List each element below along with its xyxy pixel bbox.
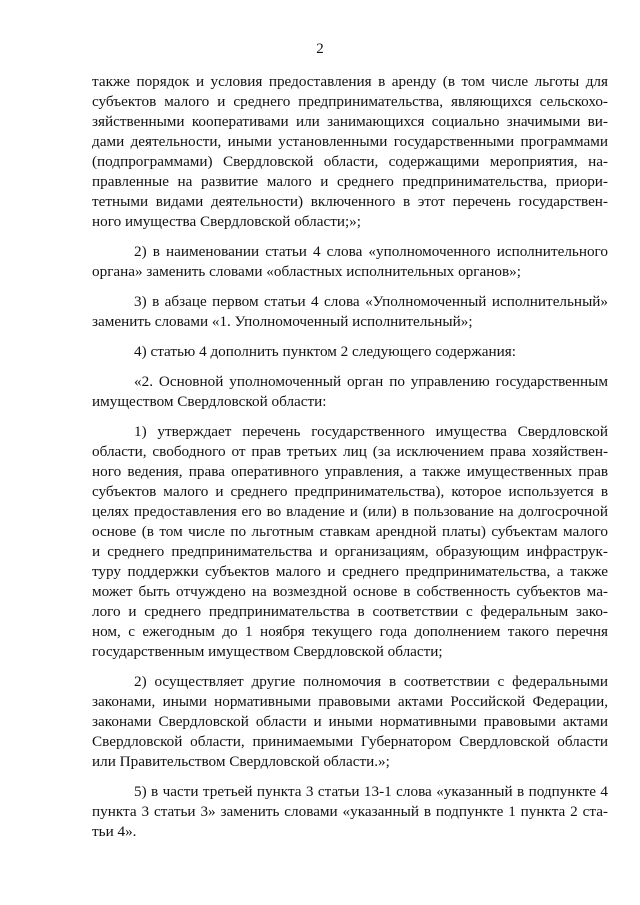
text-line: органа» заменить словами «областных исполнительных органов»; [92,263,521,280]
paragraph-gap [92,662,608,672]
text-line: пункта 3 статьи 3» заменить словами «указанный в подпункте 1 пункта 2 ста- [92,803,608,820]
text-line: ного ведения, права оперативного управления, а также имущественных прав [92,463,608,480]
text-line: области, свободного от прав третьих лиц (за исключением права хозяйствен- [92,443,608,460]
text-line: имуществом Свердловской области: [92,393,327,410]
paragraph [92,292,608,332]
text-line: и среднего предпринимательства и организациям, образующим инфраструк- [92,543,608,560]
paragraph [92,372,608,412]
text-line: законами Свердловской области и иными нормативными правовыми актами [92,713,608,730]
text-line: целях предоставления его во владение и (или) в пользование на долгосрочной [92,503,608,520]
text-line: 4) статью 4 дополнить пунктом 2 следующего содержания: [134,343,516,360]
text-line: также порядок и условия предоставления в аренду (в том числе льготы для [92,73,608,90]
paragraph-gap [92,232,608,242]
paragraph [92,242,608,282]
text-line: ного имущества Свердловской области;»; [92,213,361,230]
text-line: субъектов малого и среднего предпринимательства, являющихся сельскохо- [92,93,608,110]
text-line: государственным имуществом Свердловской области; [92,643,443,660]
text-line: тетными видами деятельности) включенного в этот перечень государствен- [92,193,608,210]
paragraph-gap [92,332,608,342]
paragraph-gap [92,412,608,422]
text-line: туру поддержки субъектов малого и среднего предпринимательства, а также [92,563,608,580]
text-line: лого и среднего предпринимательства в соответствии с федеральным зако- [92,603,608,620]
paragraph [92,422,608,662]
text-line: может быть отчуждено на возмездной основе в собственность субъектов ма- [92,583,608,600]
text-line: 3) в абзаце первом статьи 4 слова «Уполномоченный исполнительный» [134,293,608,310]
text-line: (подпрограммами) Свердловской области, содержащими мероприятия, на- [92,153,608,170]
text-line: тьи 4». [92,823,137,840]
text-line: основе (в том числе по льготным ставкам арендной платы) субъектам малого [92,523,608,540]
paragraph [92,72,608,232]
text-line: ном, с ежегодным до 1 ноября текущего года дополнением такого перечня [92,623,608,640]
paragraph [92,342,608,362]
text-line: 2) в наименовании статьи 4 слова «уполномоченного исполнительного [134,243,608,260]
text-line: 1) утверждает перечень государственного имущества Свердловской [134,423,608,440]
text-line: правленные на развитие малого и среднего предпринимательства, приори- [92,173,608,190]
paragraph [92,782,608,842]
page-number: 2 [316,41,324,57]
text-line: «2. Основной уполномоченный орган по управлению государственным [134,373,608,390]
text-line: законами, иными нормативными правовыми актами Российской Федерации, [92,693,608,710]
text-line: Свердловской области, принимаемыми Губернатором Свердловской области [92,733,608,750]
document-body [92,72,608,842]
paragraph-gap [92,282,608,292]
text-line: 2) осуществляет другие полномочия в соответствии с федеральными [134,673,608,690]
text-line: или Правительством Свердловской области.»; [92,753,390,770]
paragraph [92,672,608,772]
paragraph-gap [92,772,608,782]
paragraph-gap [92,362,608,372]
text-line: субъектов малого и среднего предпринимательства), которое используется в [92,483,608,500]
text-line: заменить словами «1. Уполномоченный исполнительный»; [92,313,473,330]
text-line: 5) в части третьей пункта 3 статьи 13-1 слова «указанный в подпункте 4 [134,783,608,800]
text-line: зяйственными кооперативами или занимающихся социально значимыми ви- [92,113,608,130]
text-line: дами деятельности, иными установленными государственными программами [92,133,608,150]
